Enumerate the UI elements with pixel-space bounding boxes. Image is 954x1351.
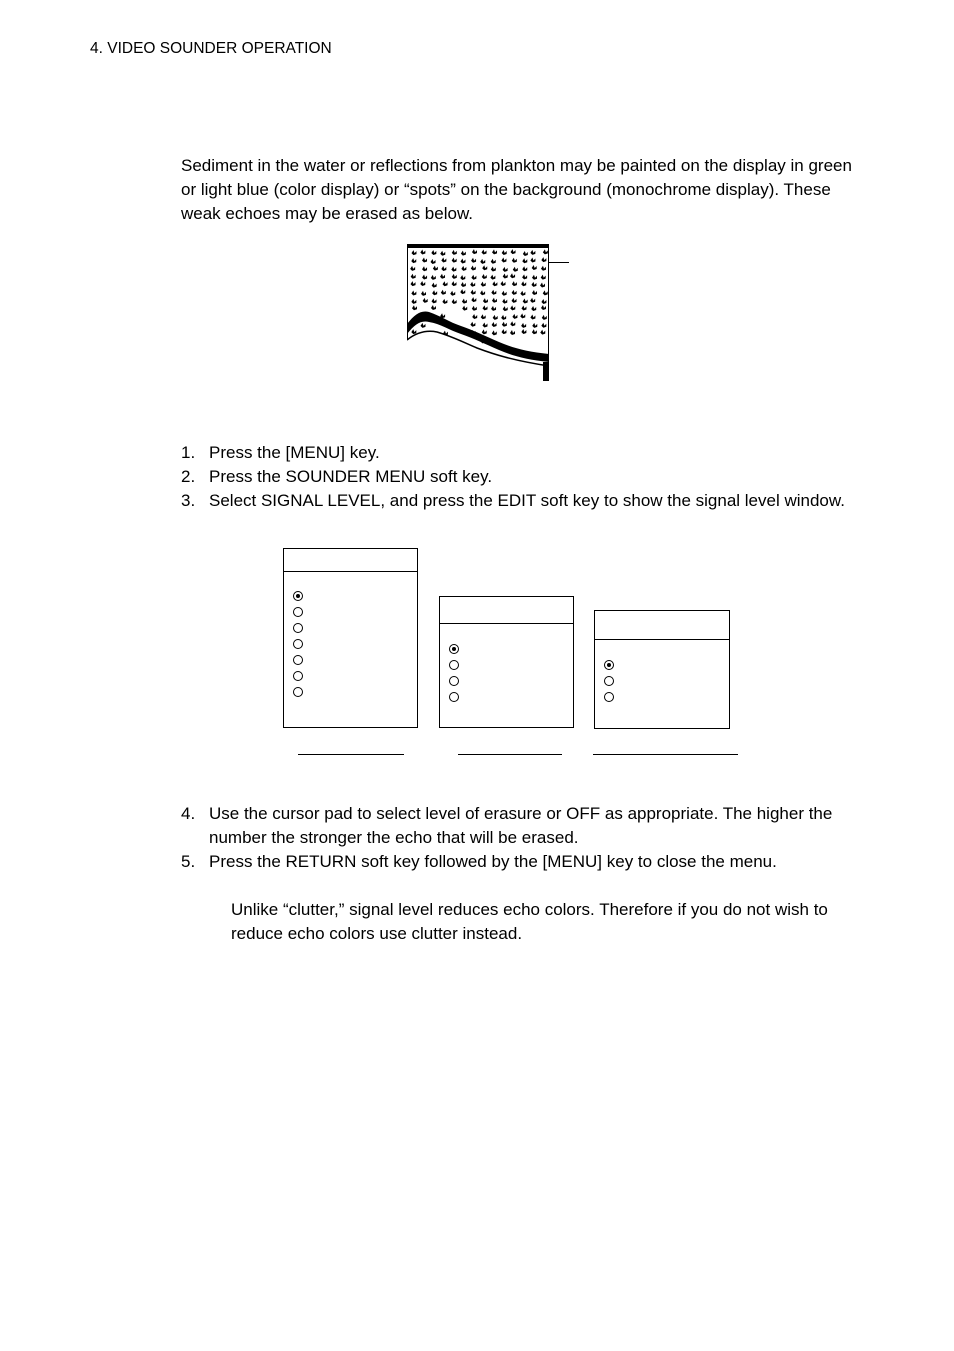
signal-level-window-2: [439, 596, 574, 728]
caption-underline-3: [593, 754, 738, 755]
list-item: [181, 441, 861, 465]
step-number: 1.: [181, 443, 196, 462]
list-item: [181, 489, 861, 513]
option-row[interactable]: [449, 676, 559, 688]
weak-echo-illustration: [407, 244, 549, 381]
caption-underline-2: [458, 754, 562, 755]
option-row[interactable]: [293, 591, 403, 603]
callout-line: [549, 262, 569, 263]
option-row[interactable]: [293, 639, 403, 651]
option-row[interactable]: [604, 676, 714, 688]
step-text: Use the cursor pad to select level of erasure or OFF as appropriate. The higher the number the stronger the echo that will be erased.: [209, 804, 833, 847]
radio-icon[interactable]: [604, 692, 614, 702]
option-row[interactable]: [449, 660, 559, 672]
window-title-bar: [595, 611, 729, 640]
option-row[interactable]: [604, 692, 714, 704]
option-row[interactable]: [604, 660, 714, 672]
steps-list-b: [181, 802, 861, 874]
step-text: Press the [MENU] key.: [209, 443, 380, 462]
radio-icon[interactable]: [293, 639, 303, 649]
radio-icon[interactable]: [604, 676, 614, 686]
step-number: 5.: [181, 852, 196, 871]
option-row[interactable]: [449, 692, 559, 704]
signal-level-window-1: [283, 548, 418, 728]
window-title-bar: [440, 597, 573, 624]
radio-icon[interactable]: [293, 671, 303, 681]
option-row[interactable]: [293, 671, 403, 683]
option-row[interactable]: [293, 623, 403, 635]
list-item: [181, 465, 861, 489]
radio-icon[interactable]: [293, 687, 303, 697]
step-text: Press the RETURN soft key followed by the [MENU] key to close the menu.: [209, 852, 777, 871]
list-item: [181, 802, 861, 850]
option-row[interactable]: [449, 644, 559, 656]
option-row[interactable]: [293, 687, 403, 699]
window-title-bar: [284, 549, 417, 572]
list-item: [181, 850, 861, 874]
signal-level-window-3: [594, 610, 730, 729]
radio-selected-icon[interactable]: [293, 591, 303, 601]
radio-icon[interactable]: [449, 692, 459, 702]
radio-icon[interactable]: [449, 676, 459, 686]
option-row[interactable]: [293, 655, 403, 667]
radio-icon[interactable]: [293, 623, 303, 633]
caption-underline-1: [298, 754, 404, 755]
step-text: Press the SOUNDER MENU soft key.: [209, 467, 493, 486]
radio-icon[interactable]: [293, 655, 303, 665]
step-number: 3.: [181, 491, 196, 510]
note-text: Unlike “clutter,” signal level reduces echo colors. Therefore if you do not wish to reduce echo colors use clutter instead.: [231, 900, 828, 943]
step-text: Select SIGNAL LEVEL, and press the EDIT soft key to show the signal level window.: [209, 491, 845, 510]
radio-icon[interactable]: [293, 607, 303, 617]
running-head: 4. VIDEO SOUNDER OPERATION: [90, 40, 332, 57]
radio-icon[interactable]: [449, 660, 459, 670]
option-row[interactable]: [293, 607, 403, 619]
step-number: 2.: [181, 467, 196, 486]
step-number: 4.: [181, 804, 196, 823]
radio-selected-icon[interactable]: [604, 660, 614, 670]
steps-list-a: [181, 441, 861, 513]
intro-paragraph: Sediment in the water or reflections from plankton may be painted on the display in green or light blue (color display) or “spots” on the background (monochrome display). These weak echoes may be erased as below.: [181, 156, 852, 223]
radio-selected-icon[interactable]: [449, 644, 459, 654]
